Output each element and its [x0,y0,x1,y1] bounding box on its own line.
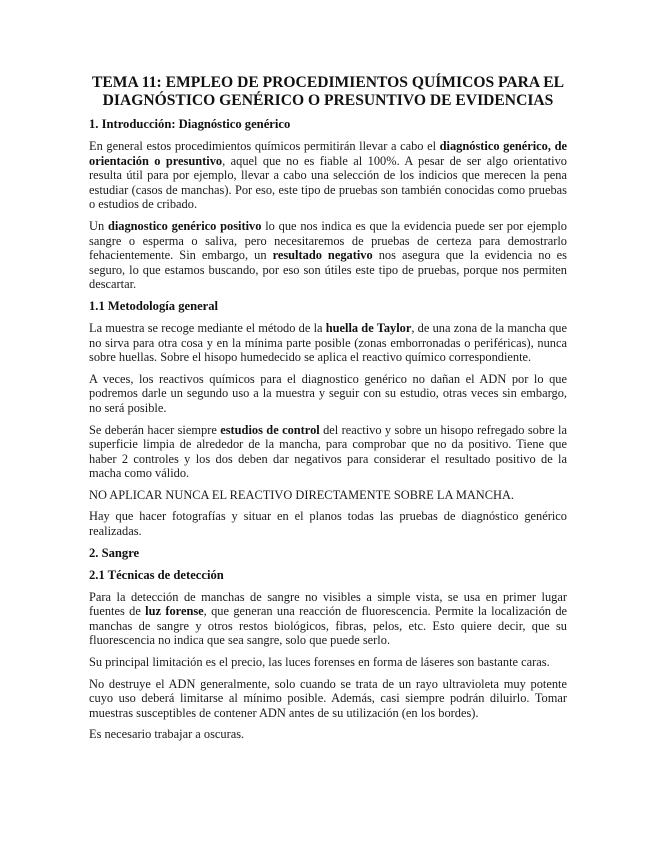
document-page [89,74,567,749]
title-line-2: DIAGNÓSTICO GENÉRICO O PRESUNTIVO DE EVIDENCIAS [102,92,554,109]
section-heading-tecnicas: 2.1 Técnicas de detección [89,567,224,582]
paragraph: NO APLICAR NUNCA EL REACTIVO DIRECTAMENTE SOBRE LA MANCHA. [89,487,514,502]
paragraph [89,590,567,648]
text-run: Para la detección de manchas de sangre no visibles a simple vista, se usa en primer lugar fuentes de [89,589,567,619]
document-title [89,74,567,110]
paragraph [89,139,567,212]
text-run: nos asegura que la evidencia no es seguro, lo que estamos buscando, por eso son útiles este tipo de pruebas, porque nos permiten descartar. [89,248,567,292]
paragraph: No destruye el ADN generalmente, solo cuando se trata de un rayo ultravioleta muy potente cuyo uso deberá limitarse al mínimo posible. Además, casi siempre podrán diluirlo. Tomar muestras susceptibles de contener ADN antes de su utilización (en los bordes). [89,676,567,720]
bold-term: diagnóstico genérico, de orientación o presuntivo [89,139,567,168]
paragraph: Hay que hacer fotografías y situar en el planos todas las pruebas de diagnóstico genérico realizadas. [89,509,567,539]
bold-term: resultado negativo [272,248,373,263]
paragraph: Su principal limitación es el precio, las luces forenses en forma de láseres son bastante caras. [89,655,550,670]
bold-term: diagnostico genérico positivo [107,218,262,233]
text-run: En general estos procedimientos químicos permitirán llevar a cabo el [89,139,440,153]
text-run: La muestra se recoge mediante el método de la [89,320,326,335]
section-heading-sangre: 2. Sangre [89,545,140,560]
paragraph [89,219,567,292]
paragraph [89,423,567,481]
section-heading-introduccion: 1. Introducción: Diagnóstico genérico [89,117,291,131]
text-run: Se deberán hacer siempre [89,422,221,437]
title-line-1: TEMA 11: EMPLEO DE PROCEDIMIENTOS QUÍMICOS PARA EL [91,74,565,91]
bold-term: luz forense [145,604,204,619]
text-run: Un [89,218,108,233]
text-run: , que generan una reacción de fluorescencia. Permite la localización de manchas de sangre y otros restos biológicos, fibras, pelos, etc. Esto quiere decir, que su fluorescencia no indica que sea sangre, solo que puede serlo. [89,604,568,648]
section-heading-metodologia: 1.1 Metodología general [89,298,219,313]
paragraph [89,321,567,365]
paragraph: A veces, los reactivos químicos para el diagnostico genérico no dañan el ADN por lo que podremos darle un segundo uso a la muestra y seguir con su estudio, otras veces sin embargo, no será posible. [89,371,567,415]
text-run: , de una zona de la mancha que no sirva para otra cosa y en la mínima parte posible (zonas emborronadas o periféricas), nunca sobre huellas. Sobre el hisopo humedecido se aplica el reactivo químico correspondiente. [89,320,567,365]
text-run: lo que nos indica es que la evidencia puede ser por ejemplo sangre o esperma o saliva, pero necesitaremos de pruebas de certeza para demostrarlo fehacientemente. Sin embargo, un [89,218,568,263]
paragraph: Es necesario trabajar a oscuras. [89,727,245,742]
bold-term: estudios de control [220,422,320,437]
text-run: , aquel que no es fiable al 100%. A pesar de ser algo orientativo resulta útil para por ejemplo, llevar a cabo una selección de los indicios que merecen la pena estudiar (casos de manchas). Por eso, este tipo de pruebas son también conocidas como pruebas o estudios de cribado. [89,153,567,212]
bold-term: huella de Taylor [325,320,412,335]
text-run: del reactivo y sobre un hisopo refregado sobre la superficie limpia de alrededor de la mancha, para comprobar que no da positivo. Tiene que haber 2 controles y los dos deben dar negativos para considerar el resultado positivo de la macha como válido. [89,422,567,481]
